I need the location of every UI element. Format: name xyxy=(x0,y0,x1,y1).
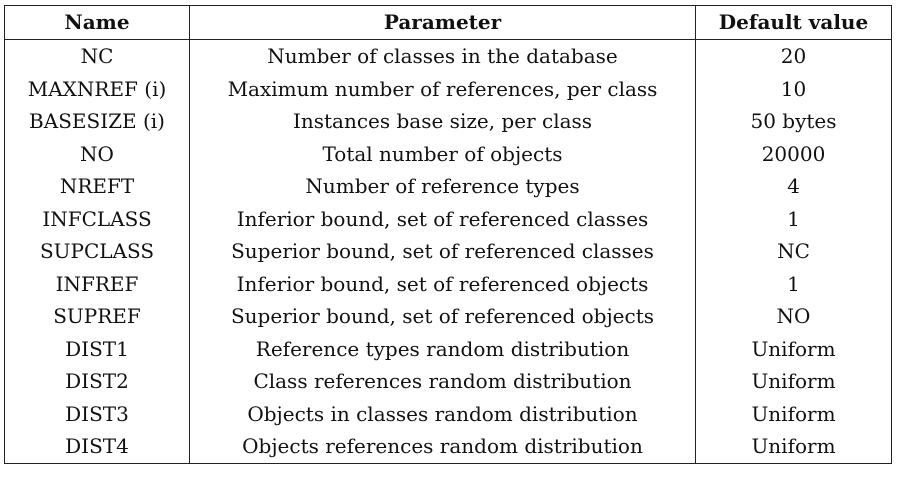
cell-default-value: 50 bytes xyxy=(696,105,892,138)
column-header-name: Name xyxy=(5,6,190,40)
parameters-table xyxy=(4,5,892,464)
table-row xyxy=(5,268,892,301)
cell-parameter: Maximum number of references, per class xyxy=(190,73,696,106)
cell-name: SUPCLASS xyxy=(5,235,190,268)
cell-default-value: 4 xyxy=(696,170,892,203)
cell-default-value: 1 xyxy=(696,268,892,301)
cell-name: NREFT xyxy=(5,170,190,203)
cell-default-value: Uniform xyxy=(696,430,892,463)
cell-parameter: Number of reference types xyxy=(190,170,696,203)
cell-name: DIST3 xyxy=(5,398,190,431)
table-row xyxy=(5,300,892,333)
table-row xyxy=(5,40,892,73)
cell-parameter: Reference types random distribution xyxy=(190,333,696,366)
cell-name: NO xyxy=(5,138,190,171)
cell-parameter: Inferior bound, set of referenced classes xyxy=(190,203,696,236)
cell-name: DIST2 xyxy=(5,365,190,398)
cell-default-value: 10 xyxy=(696,73,892,106)
cell-parameter: Superior bound, set of referenced classes xyxy=(190,235,696,268)
cell-name: MAXNREF (i) xyxy=(5,73,190,106)
cell-parameter: Inferior bound, set of referenced objects xyxy=(190,268,696,301)
column-header-parameter: Parameter xyxy=(190,6,696,40)
cell-default-value: 1 xyxy=(696,203,892,236)
cell-name: NC xyxy=(5,40,190,73)
column-header-default-value: Default value xyxy=(696,6,892,40)
cell-parameter: Number of classes in the database xyxy=(190,40,696,73)
cell-parameter: Objects in classes random distribution xyxy=(190,398,696,431)
cell-name: DIST1 xyxy=(5,333,190,366)
table-row xyxy=(5,430,892,463)
table-row xyxy=(5,235,892,268)
table-row xyxy=(5,138,892,171)
table-body xyxy=(5,40,892,464)
cell-name: SUPREF xyxy=(5,300,190,333)
cell-default-value: 20 xyxy=(696,40,892,73)
table-row xyxy=(5,365,892,398)
header-row xyxy=(5,6,892,40)
table-row xyxy=(5,170,892,203)
cell-default-value: Uniform xyxy=(696,333,892,366)
table-row xyxy=(5,333,892,366)
cell-parameter: Objects references random distribution xyxy=(190,430,696,463)
cell-parameter: Superior bound, set of referenced objects xyxy=(190,300,696,333)
table-row xyxy=(5,203,892,236)
cell-name: INFREF xyxy=(5,268,190,301)
table-header xyxy=(5,6,892,40)
cell-parameter: Total number of objects xyxy=(190,138,696,171)
cell-default-value: NC xyxy=(696,235,892,268)
table-row xyxy=(5,398,892,431)
cell-name: INFCLASS xyxy=(5,203,190,236)
table-row xyxy=(5,105,892,138)
cell-default-value: NO xyxy=(696,300,892,333)
cell-default-value: 20000 xyxy=(696,138,892,171)
cell-default-value: Uniform xyxy=(696,398,892,431)
cell-default-value: Uniform xyxy=(696,365,892,398)
cell-name: BASESIZE (i) xyxy=(5,105,190,138)
cell-parameter: Class references random distribution xyxy=(190,365,696,398)
cell-parameter: Instances base size, per class xyxy=(190,105,696,138)
cell-name: DIST4 xyxy=(5,430,190,463)
table-row xyxy=(5,73,892,106)
